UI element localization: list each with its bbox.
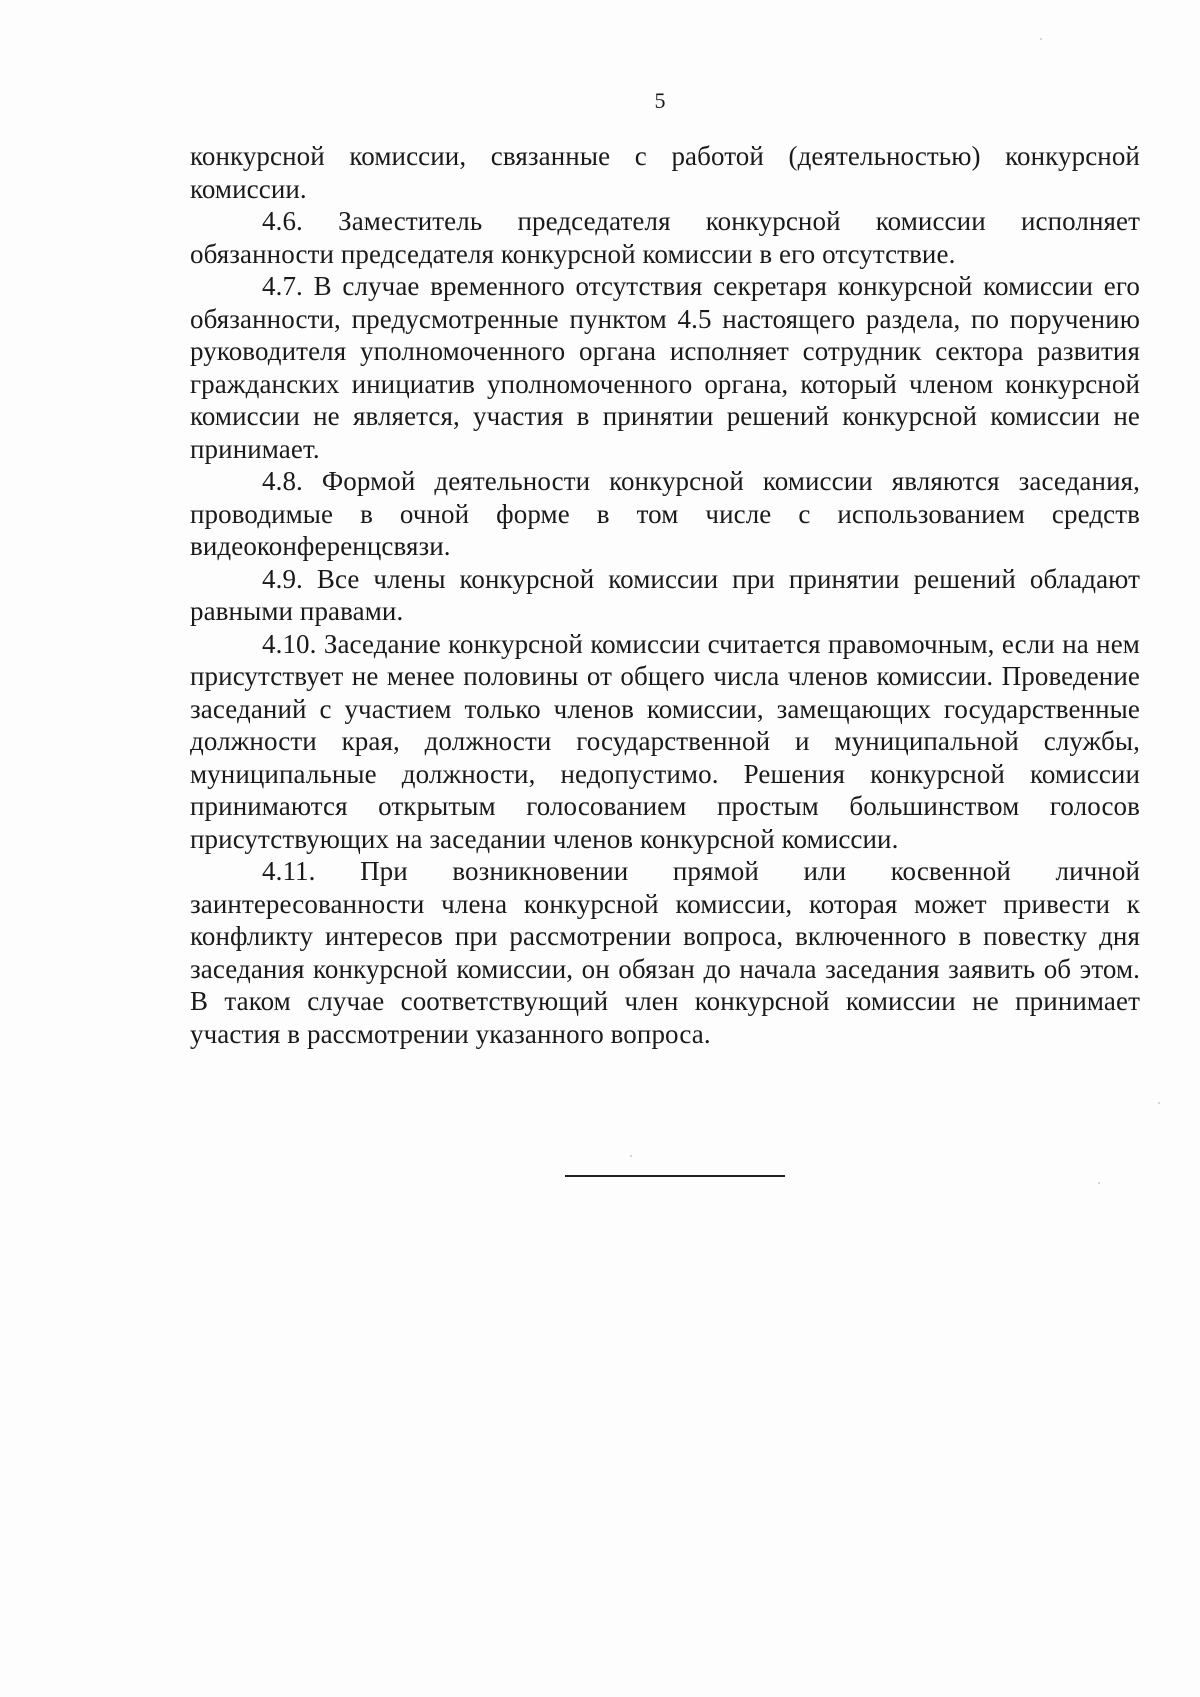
paragraph-4-6: 4.6. Заместитель председателя конкурсной комиссии исполняет обязанности председателя конкурсной комиссии в его отсутствие. bbox=[190, 206, 1140, 269]
paragraph-continuation: конкурсной комиссии, связанные с работой (деятельностью) конкурсной комиссии. bbox=[190, 141, 1140, 204]
scan-speck bbox=[1098, 1182, 1100, 1184]
paragraph-4-9: 4.9. Все члены конкурсной комиссии при принятии решений обладают равными правами. bbox=[190, 563, 1140, 626]
paragraph-4-10: 4.10. Заседание конкурсной комиссии считается правомочным, если на нем присутствует не менее половины от общего числа членов комиссии. Проведение заседаний с участием только членов комиссии, замещающих государственные должности края, должности государственной и муниципальной службы, муниципальные должности, недопустимо. Решения конкурсной комиссии принимаются открытым голосованием простым большинством голосов присутствующих на заседании членов конкурсной комиссии. bbox=[190, 628, 1140, 854]
scan-speck bbox=[1158, 1102, 1160, 1104]
scan-speck bbox=[1040, 38, 1042, 40]
page-number: 5 bbox=[654, 88, 666, 113]
scan-speck bbox=[630, 1155, 632, 1157]
paragraph-4-7: 4.7. В случае временного отсутствия секретаря конкурсной комиссии его обязанности, предусмотренные пунктом 4.5 настоящего раздела, по поручению руководителя уполномоченного органа исполняет сотрудник сектора развития гражданских инициатив уполномоченного органа, который членом конкурсной комиссии не является, участия в принятии решений конкурсной комиссии не принимает. bbox=[190, 271, 1140, 464]
end-of-document-rule bbox=[565, 1175, 785, 1177]
paragraph-4-8: 4.8. Формой деятельности конкурсной комиссии являются заседания, проводимые в очной форме в том числе с использованием средств видеоконференцсвязи. bbox=[190, 466, 1140, 561]
paragraph-4-11: 4.11. При возникновении прямой или косвенной личной заинтересованности члена конкурсной комиссии, которая может привести к конфликту интересов при рассмотрении вопроса, включенного в повестку дня заседания конкурсной комиссии, он обязан до начала заседания заявить об этом. В таком случае соответствующий член конкурсной комиссии не принимает участия в рассмотрении указанного вопроса. bbox=[190, 856, 1140, 1049]
document-body bbox=[190, 140, 1140, 1050]
